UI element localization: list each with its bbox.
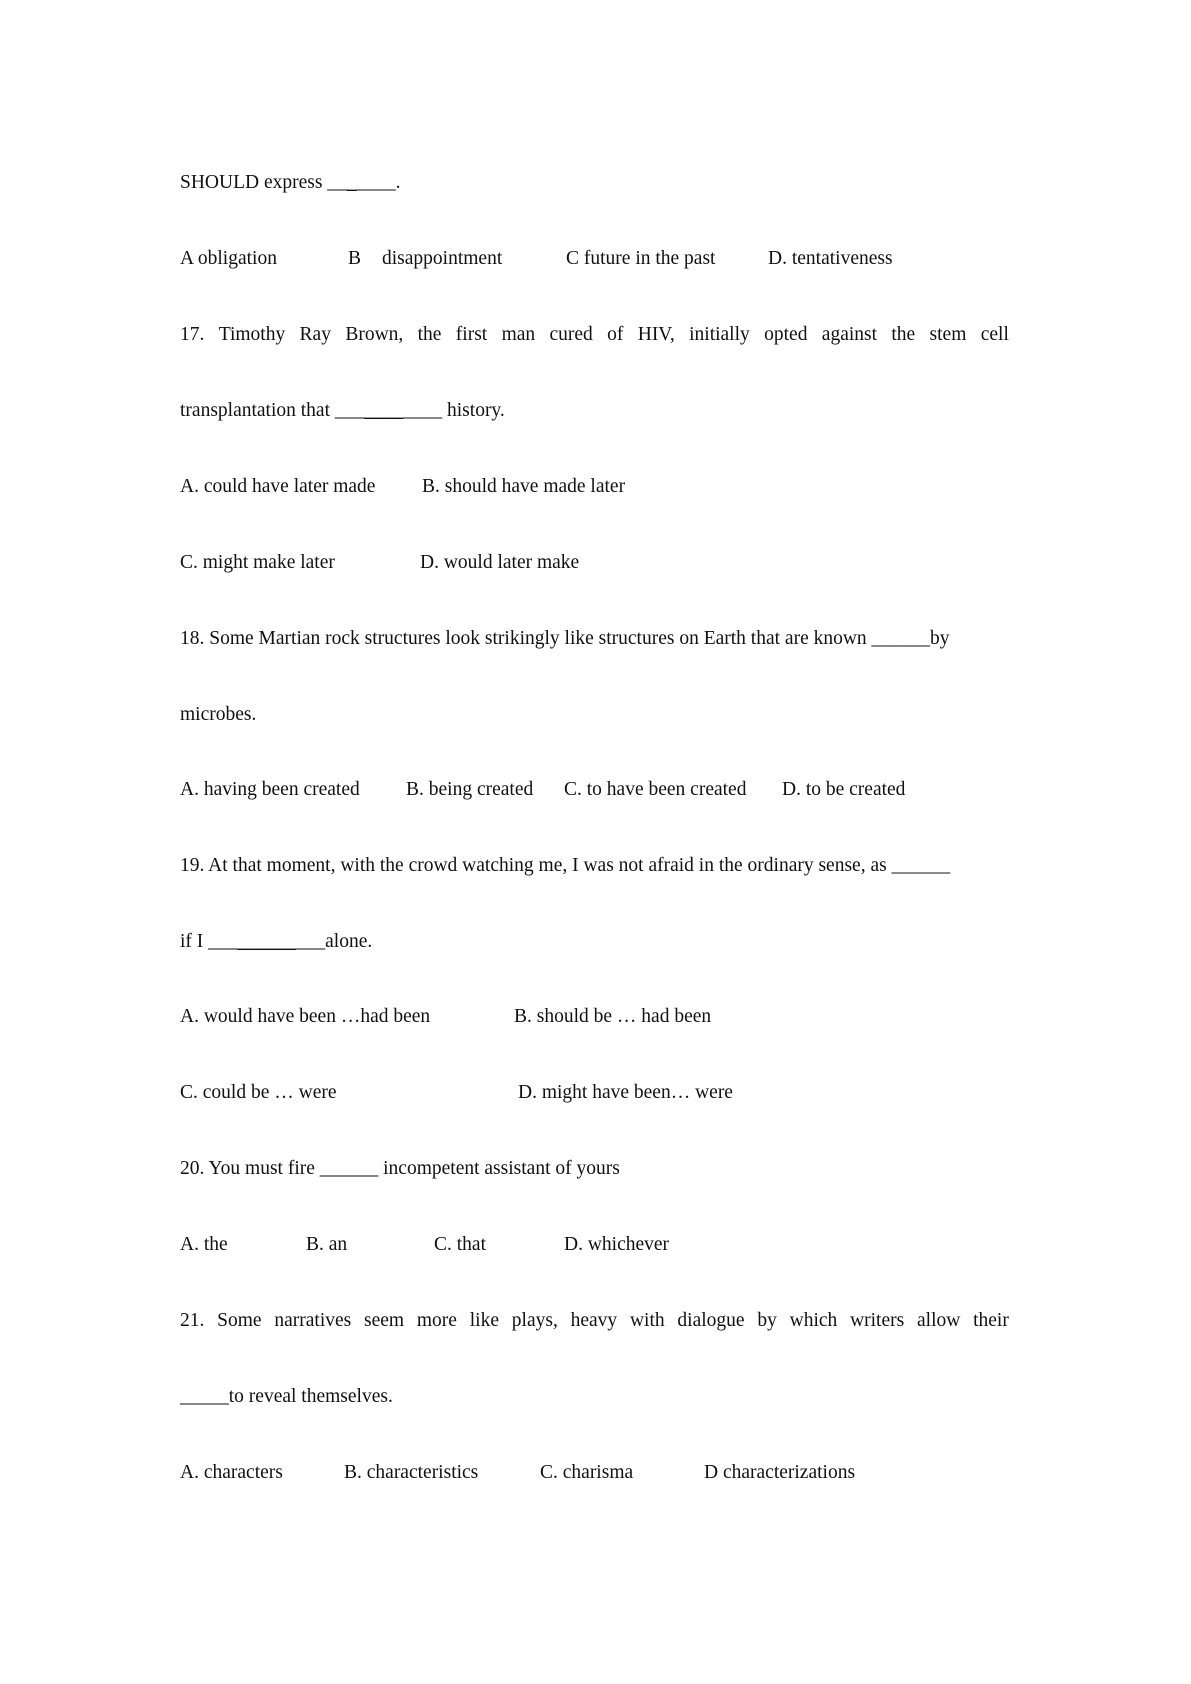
q16-option-a: A obligation bbox=[180, 248, 277, 269]
q20-stem-text: 20. You must fire ______ incompetent assistant of yours bbox=[180, 1158, 620, 1179]
q21-word: heavy bbox=[570, 1310, 618, 1331]
q17-options-line-2 bbox=[0, 548, 1191, 578]
q21-word: writers bbox=[850, 1310, 905, 1331]
q21-option-d: D characterizations bbox=[704, 1462, 856, 1483]
q17-word: the bbox=[891, 324, 916, 345]
q16-stem-text: SHOULD express _______. bbox=[180, 172, 401, 193]
q21-word: Some bbox=[217, 1310, 262, 1331]
q16-option-b-letter: B bbox=[348, 248, 362, 269]
q19-options-line-2 bbox=[0, 1078, 1191, 1108]
q21-word: narratives bbox=[274, 1310, 352, 1331]
q19-option-c: C. could be … were bbox=[180, 1082, 337, 1103]
q18-option-d: D. to be created bbox=[782, 779, 906, 800]
q21-word: their bbox=[973, 1310, 1009, 1331]
q17-options-line-1 bbox=[0, 472, 1191, 502]
q17-word: the bbox=[417, 324, 442, 345]
q17-option-c: C. might make later bbox=[180, 552, 335, 573]
q20-options-line bbox=[0, 1230, 1191, 1260]
q17-option-a: A. could have later made bbox=[180, 476, 376, 497]
q21-stem-line-2 bbox=[0, 1382, 1191, 1412]
q21-word: plays, bbox=[511, 1310, 558, 1331]
q19-stem-line-2 bbox=[0, 927, 1191, 957]
q17-word: against bbox=[821, 324, 878, 345]
q17-word: Timothy bbox=[218, 324, 286, 345]
q19-stem-text-2: if I ____________alone. bbox=[180, 931, 373, 952]
q21-word: allow bbox=[917, 1310, 961, 1331]
q16-blank-bold: _ bbox=[346, 172, 357, 193]
q21-word: like bbox=[469, 1310, 499, 1331]
q17-word: man bbox=[501, 324, 536, 345]
q18-stem-text-1: 18. Some Martian rock structures look strikingly like structures on Earth that are known ______by bbox=[180, 628, 950, 649]
q19-stem-text-1: 19. At that moment, with the crowd watching me, I was not afraid in the ordinary sense, as ______ bbox=[180, 855, 951, 876]
q16-option-b-text: disappointment bbox=[382, 248, 503, 269]
q19-option-d: D. might have been… were bbox=[518, 1082, 733, 1103]
q17-option-d: D. would later make bbox=[420, 552, 580, 573]
q17-word: opted bbox=[764, 324, 808, 345]
q17-word: stem bbox=[929, 324, 967, 345]
q18-option-b: B. being created bbox=[406, 779, 534, 800]
q21-word: by bbox=[757, 1310, 777, 1331]
q16-options-line bbox=[0, 244, 1191, 274]
q18-option-a: A. having been created bbox=[180, 779, 360, 800]
q19-option-b: B. should be … had been bbox=[514, 1006, 712, 1027]
q19-option-a: A. would have been …had been bbox=[180, 1006, 431, 1027]
q19-options-line-1 bbox=[0, 1002, 1191, 1032]
q20-stem-line bbox=[0, 1154, 1191, 1184]
q21-stem-text-2: _____to reveal themselves. bbox=[180, 1386, 393, 1407]
q20-option-a: A. the bbox=[180, 1234, 228, 1255]
q17-word: Brown, bbox=[345, 324, 404, 345]
q17-word: of bbox=[607, 324, 624, 345]
q17-stem-line-1 bbox=[180, 320, 1009, 350]
q21-word: which bbox=[789, 1310, 838, 1331]
q17-word: 17. bbox=[180, 324, 205, 345]
q17-word: Ray bbox=[299, 324, 331, 345]
q18-option-c: C. to have been created bbox=[564, 779, 747, 800]
q17-word: cured bbox=[549, 324, 593, 345]
q21-word: dialogue bbox=[677, 1310, 745, 1331]
q17-option-b: B. should have made later bbox=[422, 476, 626, 497]
q21-word: seem bbox=[364, 1310, 405, 1331]
q17-word: first bbox=[455, 324, 488, 345]
q21-word: more bbox=[416, 1310, 457, 1331]
q16-option-d: D. tentativeness bbox=[768, 248, 893, 269]
q21-word: 21. bbox=[180, 1310, 205, 1331]
q21-option-c: C. charisma bbox=[540, 1462, 634, 1483]
q17-stem-line-2 bbox=[0, 396, 1191, 426]
q20-option-c: C. that bbox=[434, 1234, 486, 1255]
q21-option-a: A. characters bbox=[180, 1462, 283, 1483]
q17-word: initially bbox=[689, 324, 750, 345]
q21-stem-line-1 bbox=[180, 1306, 1009, 1336]
q17-word: HIV, bbox=[637, 324, 675, 345]
q17-word: cell bbox=[980, 324, 1009, 345]
q16-option-c: C future in the past bbox=[566, 248, 716, 269]
q18-stem-line-2 bbox=[0, 700, 1191, 730]
q18-options-line bbox=[0, 775, 1191, 805]
q16-stem-line bbox=[0, 168, 1191, 198]
q18-stem-text-2: microbes. bbox=[180, 704, 257, 725]
q21-option-b: B. characteristics bbox=[344, 1462, 479, 1483]
q21-options-line bbox=[0, 1458, 1191, 1488]
q20-option-d: D. whichever bbox=[564, 1234, 670, 1255]
q18-stem-line-1 bbox=[0, 624, 1191, 654]
q17-stem-text-2: transplantation that ___________ history. bbox=[180, 400, 505, 421]
q20-option-b: B. an bbox=[306, 1234, 348, 1255]
q21-word: with bbox=[629, 1310, 665, 1331]
q17-blank-bold: ____ bbox=[364, 400, 404, 421]
q19-stem-line-1 bbox=[0, 851, 1191, 881]
q19-blank-bold: ______ bbox=[237, 931, 296, 952]
